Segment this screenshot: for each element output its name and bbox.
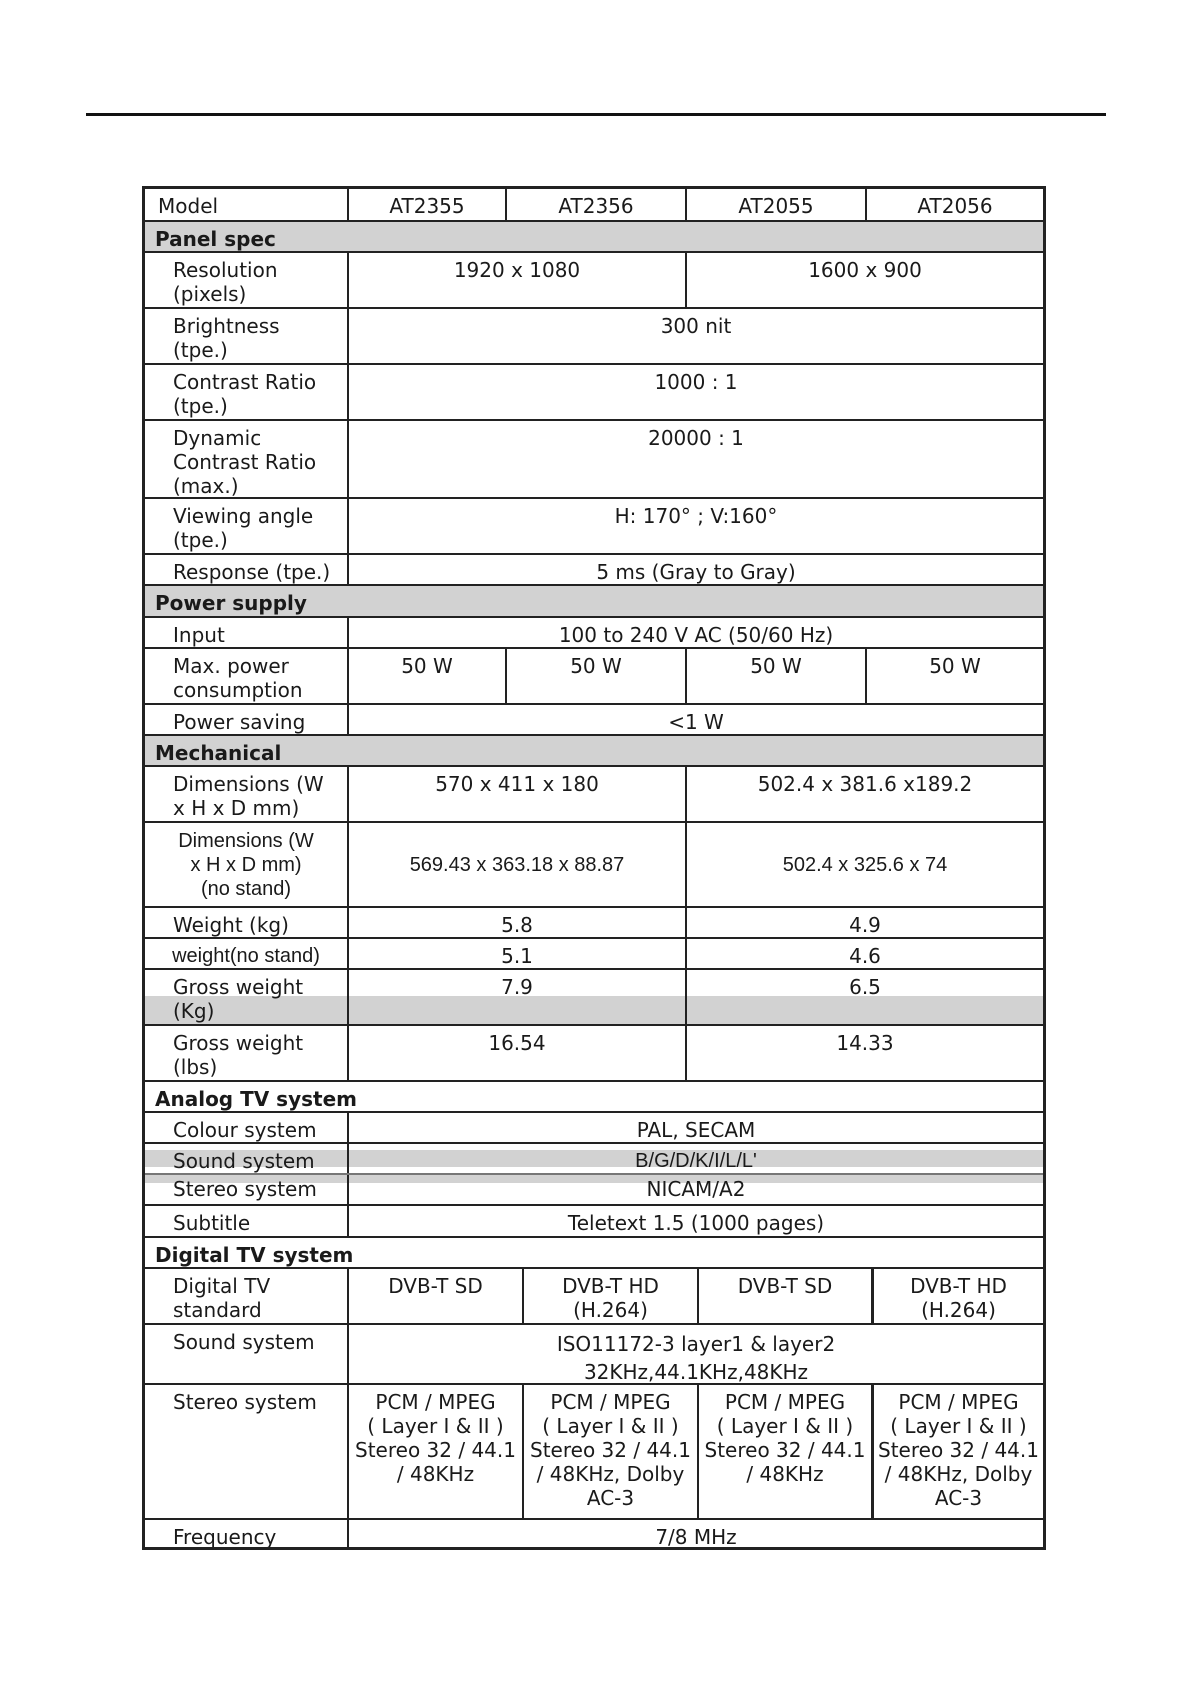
value-cell: 5 ms (Gray to Gray) <box>347 555 1043 584</box>
row-label: Max. power consumption <box>173 654 303 702</box>
table-row-max-power <box>145 647 1043 703</box>
row-label: Power saving <box>173 710 306 734</box>
row-label: Dimensions (W x H x D mm) (no stand) <box>178 830 314 900</box>
section-panel-spec <box>145 220 1043 251</box>
header-rule <box>86 113 1106 116</box>
value-cell: <1 W <box>347 705 1043 734</box>
row-label: Subtitle <box>173 1211 251 1235</box>
value-cell: 570 x 411 x 180 <box>347 767 685 821</box>
row-label: Stereo system <box>173 1177 317 1201</box>
table-row-dtv-standard <box>145 1267 1043 1323</box>
section-power-supply <box>145 584 1043 616</box>
value-cell: 5.1 <box>347 939 685 968</box>
row-label: Viewing angle (tpe.) <box>173 504 314 552</box>
row-label: Contrast Ratio (tpe.) <box>173 370 317 418</box>
model-col-1: AT2355 <box>347 189 505 220</box>
table-row-power-saving <box>145 703 1043 734</box>
value-cell: 300 nit <box>347 309 1043 363</box>
row-label: Digital TV standard <box>173 1274 271 1322</box>
row-label: Colour system <box>173 1118 317 1142</box>
value-cell: 50 W <box>347 649 505 703</box>
section-title: Mechanical <box>155 741 282 765</box>
table-row-weight-no-stand <box>145 937 1043 968</box>
value-cell: PCM / MPEG ( Layer I & II ) Stereo 32 / 44.1 / 48KHz, Dolby AC-3 <box>871 1385 1043 1518</box>
table-row-viewing-angle <box>145 497 1043 553</box>
section-analog-tv <box>145 1080 1043 1111</box>
value-cell: 7/8 MHz <box>347 1520 1043 1548</box>
table-row-gross-weight-lbs <box>145 1024 1043 1080</box>
value-cell: NICAM/A2 <box>347 1175 1043 1204</box>
row-label: Stereo system <box>173 1390 317 1414</box>
row-label: Gross weight (lbs) <box>173 1031 304 1079</box>
section-title: Digital TV system <box>155 1243 354 1267</box>
value-cell: 5.8 <box>347 908 685 937</box>
value-cell: PCM / MPEG ( Layer I & II ) Stereo 32 / 44.1 / 48KHz, Dolby AC-3 <box>522 1385 697 1518</box>
table-row-dimensions-no-stand <box>145 821 1043 906</box>
value-cell: H: 170° ; V:160° <box>347 499 1043 553</box>
table-row-colour-system <box>145 1111 1043 1142</box>
value-cell: DVB-T SD <box>697 1269 871 1323</box>
row-label: Brightness (tpe.) <box>173 314 280 362</box>
table-row-model <box>145 189 1043 220</box>
table-row-subtitle <box>145 1204 1043 1236</box>
value-cell: 1600 x 900 <box>685 253 1043 307</box>
row-label: Sound system <box>173 1330 315 1354</box>
value-cell: 50 W <box>685 649 865 703</box>
value-cell: 50 W <box>505 649 685 703</box>
value-cell: 6.5 <box>685 970 1043 1024</box>
section-mechanical <box>145 734 1043 765</box>
value-cell: B/G/D/K/I/L/L' <box>347 1144 1043 1173</box>
row-label: Gross weight (Kg) <box>173 975 304 1023</box>
table-row-frequency <box>145 1518 1043 1548</box>
model-col-4: AT2056 <box>865 189 1043 220</box>
value-cell: 100 to 240 V AC (50/60 Hz) <box>347 618 1043 647</box>
value-cell: ISO11172-3 layer1 & layer2 32KHz,44.1KHz,48KHz <box>347 1325 1043 1383</box>
table-row-dtv-sound <box>145 1323 1043 1383</box>
table-row-contrast <box>145 363 1043 419</box>
table-row-gross-weight-kg <box>145 968 1043 1024</box>
value-cell: 50 W <box>865 649 1043 703</box>
value-cell: 502.4 x 325.6 x 74 <box>685 823 1043 906</box>
model-col-3: AT2055 <box>685 189 865 220</box>
value-cell: 4.9 <box>685 908 1043 937</box>
value-cell: 7.9 <box>347 970 685 1024</box>
value-cell: DVB-T HD (H.264) <box>871 1269 1043 1323</box>
row-label: Resolution (pixels) <box>173 258 278 306</box>
section-title: Power supply <box>155 591 307 615</box>
row-label: Input <box>173 623 225 647</box>
value-cell: Teletext 1.5 (1000 pages) <box>347 1206 1043 1236</box>
row-label: Sound system <box>173 1149 315 1173</box>
section-digital-tv <box>145 1236 1043 1267</box>
table-row-brightness <box>145 307 1043 363</box>
row-label: Response (tpe.) <box>173 560 331 584</box>
section-title: Panel spec <box>155 227 276 251</box>
row-label: Frequency <box>173 1525 277 1549</box>
table-row-analog-stereo <box>145 1173 1043 1204</box>
value-cell: 1920 x 1080 <box>347 253 685 307</box>
value-cell: 14.33 <box>685 1026 1043 1080</box>
value-cell: 20000 : 1 <box>347 421 1043 497</box>
table-row-dtv-stereo <box>145 1383 1043 1518</box>
row-label: weight(no stand) <box>172 945 320 967</box>
value-cell: 16.54 <box>347 1026 685 1080</box>
table-row-dynamic-contrast <box>145 419 1043 497</box>
row-label: Dimensions (W x H x D mm) <box>173 772 324 820</box>
model-col-2: AT2356 <box>505 189 685 220</box>
row-label: Weight (kg) <box>173 913 289 937</box>
table-row-dimensions <box>145 765 1043 821</box>
value-cell: 502.4 x 381.6 x189.2 <box>685 767 1043 821</box>
value-cell: PAL, SECAM <box>347 1113 1043 1142</box>
value-cell: DVB-T HD (H.264) <box>522 1269 697 1323</box>
section-title: Analog TV system <box>155 1087 357 1111</box>
table-row-resolution <box>145 251 1043 307</box>
spec-table <box>142 186 1046 1550</box>
value-cell: PCM / MPEG ( Layer I & II ) Stereo 32 / 44.1 / 48KHz <box>347 1385 522 1518</box>
value-cell: PCM / MPEG ( Layer I & II ) Stereo 32 / 44.1 / 48KHz <box>697 1385 871 1518</box>
table-row-analog-sound <box>145 1142 1043 1173</box>
row-label: Dynamic Contrast Ratio (max.) <box>173 426 317 498</box>
table-row-weight <box>145 906 1043 937</box>
table-row-response <box>145 553 1043 584</box>
value-cell: 569.43 x 363.18 x 88.87 <box>347 823 685 906</box>
value-cell: 4.6 <box>685 939 1043 968</box>
row-label: Model <box>158 194 219 218</box>
value-cell: DVB-T SD <box>347 1269 522 1323</box>
value-cell: 1000 : 1 <box>347 365 1043 419</box>
table-row-input <box>145 616 1043 647</box>
